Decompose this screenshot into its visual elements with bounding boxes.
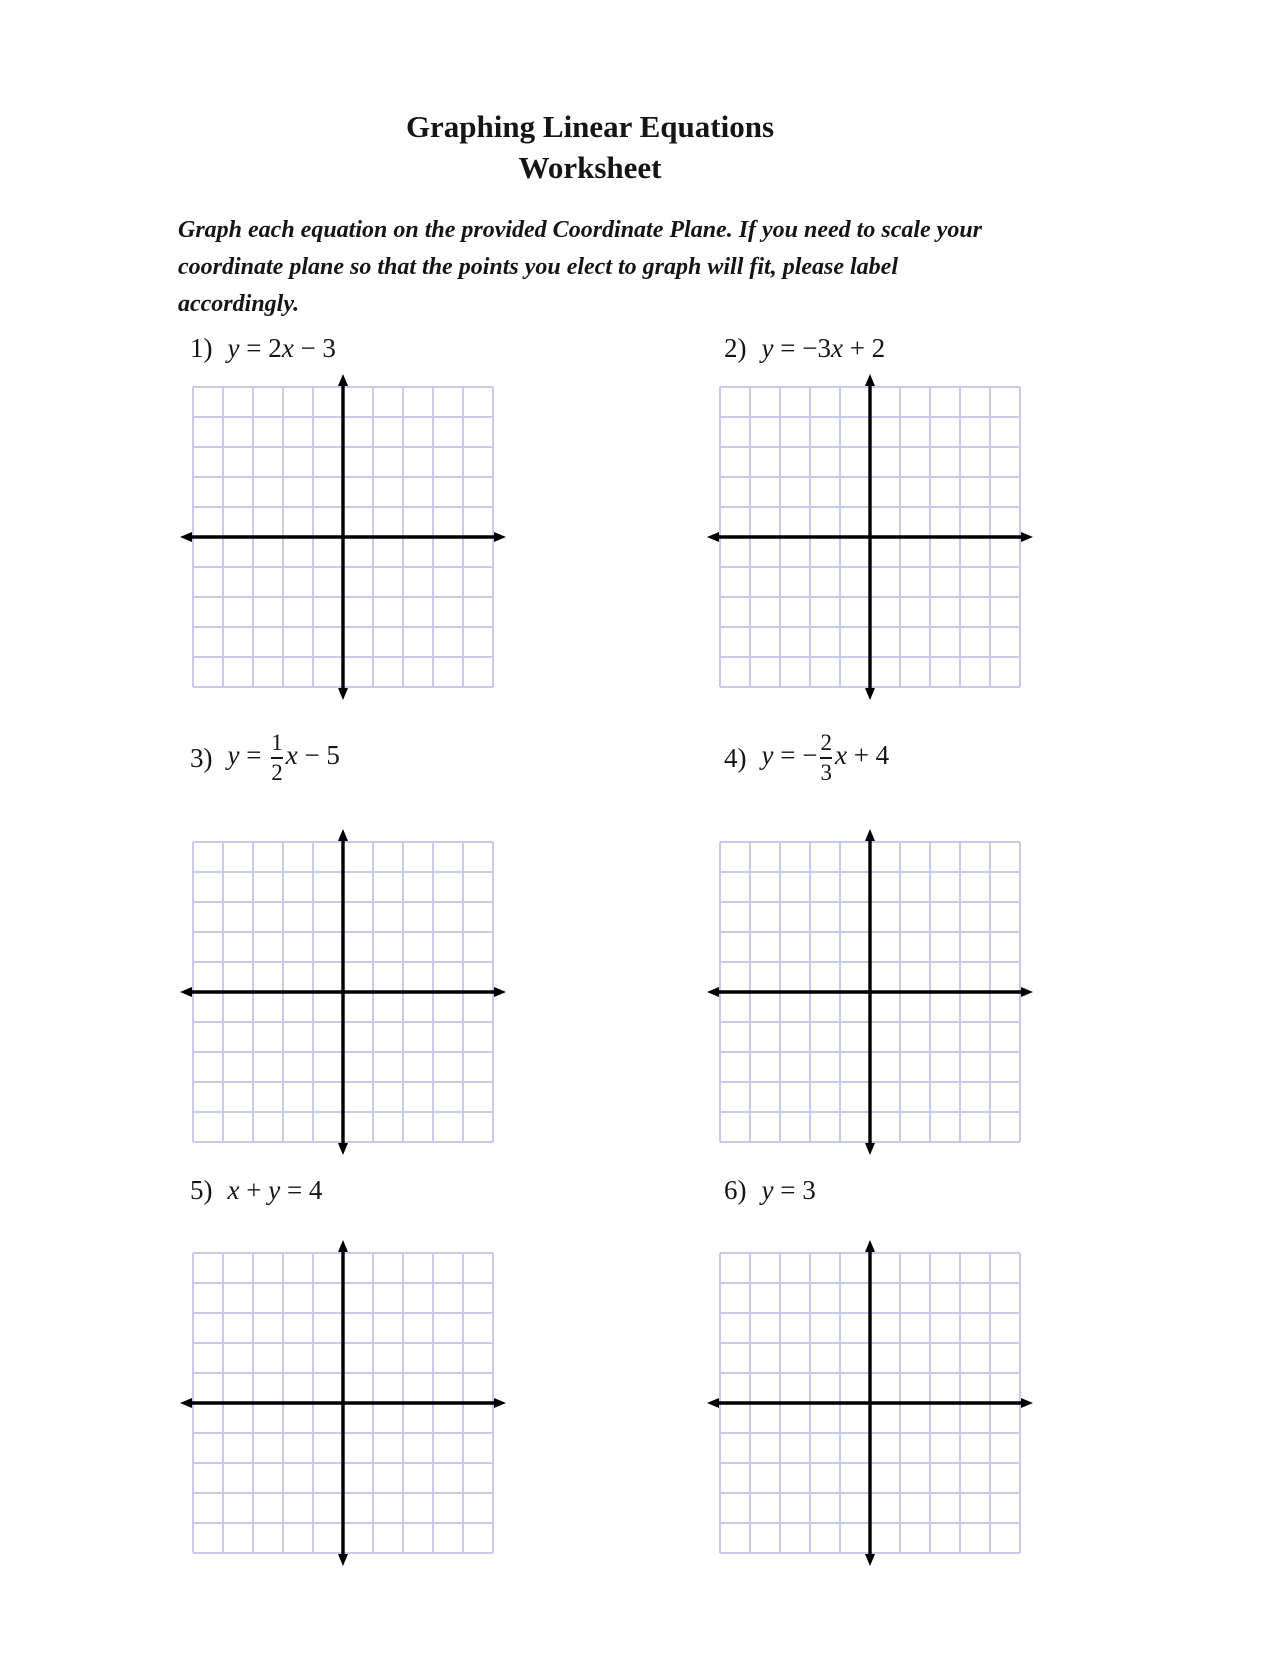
arrow-left-icon [180, 987, 192, 997]
math-variable: x [834, 740, 847, 771]
math-variable: y [227, 740, 240, 771]
arrow-left-icon [180, 532, 192, 542]
problem-3-equation [190, 712, 340, 804]
fraction-bar [271, 757, 283, 759]
math-text: = − [773, 740, 818, 771]
page-title-line2: Worksheet [518, 150, 662, 185]
arrow-up-icon [865, 374, 875, 386]
math-text: = 2 [239, 332, 282, 363]
fraction-numerator: 1 [271, 730, 283, 756]
problem-4-grid [704, 826, 1036, 1158]
arrow-down-icon [338, 1554, 348, 1566]
problem-5-number: 5) [190, 1174, 213, 1205]
arrow-right-icon [494, 1398, 506, 1408]
problem-3-grid [177, 826, 509, 1158]
problem-2-expression [762, 333, 886, 364]
arrow-right-icon [494, 987, 506, 997]
arrow-down-icon [865, 688, 875, 700]
arrow-down-icon [338, 688, 348, 700]
math-variable: y [761, 740, 774, 771]
math-text: = −3 [773, 332, 831, 363]
problem-2-grid [704, 371, 1036, 703]
arrow-up-icon [865, 829, 875, 841]
arrow-left-icon [707, 1398, 719, 1408]
coordinate-plane [704, 371, 1036, 703]
coordinate-plane [704, 826, 1036, 1158]
math-text: + 4 [846, 740, 890, 771]
problem-1-equation [190, 330, 336, 366]
problem-4-number: 4) [724, 742, 747, 773]
problem-1-grid [177, 371, 509, 703]
math-text: − 5 [297, 740, 340, 771]
arrow-right-icon [1021, 987, 1033, 997]
problem-6-grid [704, 1237, 1036, 1569]
arrow-up-icon [338, 1240, 348, 1252]
arrow-down-icon [865, 1143, 875, 1155]
math-variable: x [285, 740, 298, 771]
problem-4-equation [724, 712, 889, 804]
problem-4-expression [762, 731, 890, 784]
problem-3-expression [228, 731, 340, 784]
fraction-numerator: 2 [820, 730, 832, 756]
problem-6-number: 6) [724, 1174, 747, 1205]
arrow-right-icon [494, 532, 506, 542]
coordinate-plane [704, 1237, 1036, 1569]
math-variable: x [227, 1174, 240, 1205]
arrow-left-icon [707, 532, 719, 542]
problem-5-expression [228, 1175, 323, 1206]
coordinate-plane [177, 371, 509, 703]
math-text: + 2 [842, 332, 886, 363]
problem-6-equation [724, 1172, 816, 1208]
problem-3-number: 3) [190, 742, 213, 773]
math-variable: y [268, 1174, 281, 1205]
instructions-line: accordingly. [178, 291, 300, 317]
math-text: − 3 [293, 332, 336, 363]
fraction-bar [820, 757, 832, 759]
instructions-line: Graph each equation on the provided Coordinate Plane. If you need to scale your [178, 217, 982, 243]
fraction-denominator: 2 [271, 759, 283, 785]
problem-2-number: 2) [724, 332, 747, 363]
arrow-up-icon [865, 1240, 875, 1252]
arrow-right-icon [1021, 1398, 1033, 1408]
arrow-up-icon [338, 829, 348, 841]
problem-1-expression [228, 333, 336, 364]
problem-2-equation [724, 330, 885, 366]
page-title [180, 106, 1000, 188]
math-variable: x [830, 332, 843, 363]
math-text: = 3 [773, 1174, 816, 1205]
problem-5-equation [190, 1172, 322, 1208]
arrow-right-icon [1021, 532, 1033, 542]
arrow-up-icon [338, 374, 348, 386]
problem-1-number: 1) [190, 332, 213, 363]
instructions-line: coordinate plane so that the points you elect to graph will fit, please label [178, 254, 898, 280]
math-variable: y [761, 1174, 774, 1205]
math-text: = [239, 740, 269, 771]
fraction [820, 731, 832, 784]
fraction-denominator: 3 [820, 759, 832, 785]
math-text: = 4 [280, 1174, 323, 1205]
math-variable: y [761, 332, 774, 363]
page-title-line1: Graphing Linear Equations [405, 109, 775, 144]
instructions [178, 212, 982, 323]
problem-6-expression [762, 1175, 816, 1206]
fraction [271, 731, 283, 784]
coordinate-plane [177, 1237, 509, 1569]
arrow-left-icon [180, 1398, 192, 1408]
arrow-down-icon [865, 1554, 875, 1566]
math-variable: x [281, 332, 294, 363]
coordinate-plane [177, 826, 509, 1158]
arrow-left-icon [707, 987, 719, 997]
problem-5-grid [177, 1237, 509, 1569]
math-variable: y [227, 332, 240, 363]
arrow-down-icon [338, 1143, 348, 1155]
math-text: + [239, 1174, 269, 1205]
